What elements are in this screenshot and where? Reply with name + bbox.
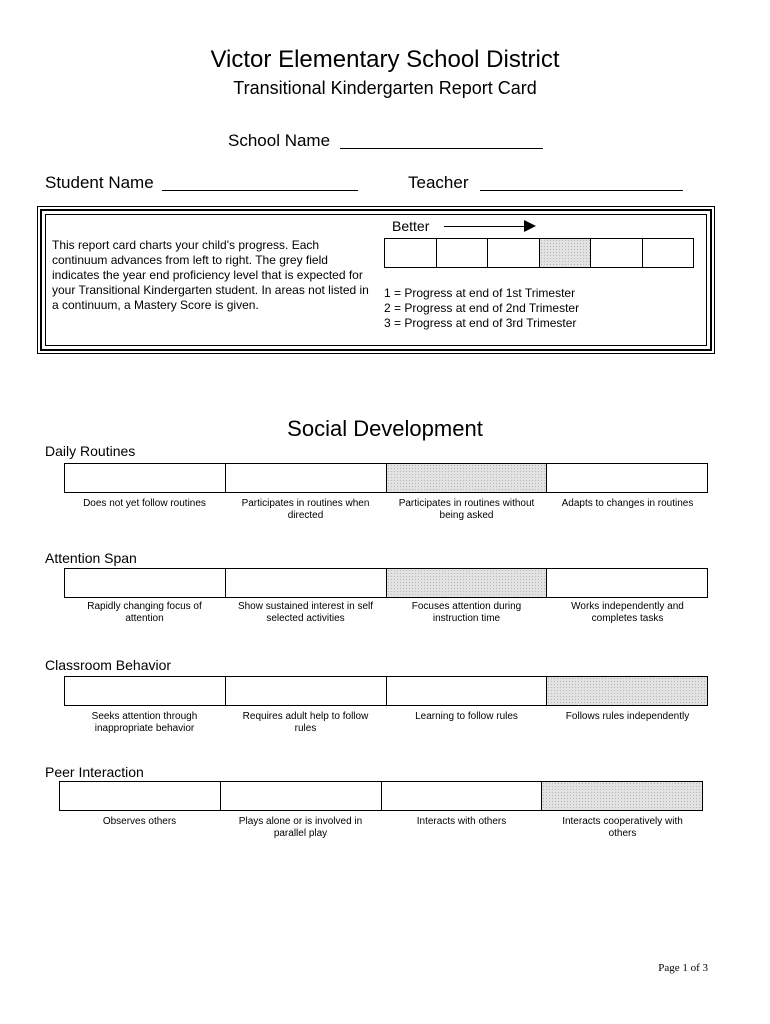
descriptor: Seeks attention through inappropriate behavior — [91, 711, 198, 734]
student-name-field[interactable] — [162, 190, 358, 191]
continuum-cell[interactable] — [60, 782, 221, 810]
legend-cell — [488, 239, 540, 267]
page-number: Page 1 of 3 — [658, 962, 708, 974]
arrow-right-icon — [444, 226, 526, 227]
category-label-attention-span: Attention Span — [45, 550, 137, 566]
continuum-cell-expected[interactable] — [547, 677, 707, 705]
legend-cell — [385, 239, 437, 267]
descriptor: Participates in routines without being asked — [398, 498, 535, 521]
trimester-key — [384, 286, 694, 331]
continuum-cell[interactable] — [547, 464, 707, 492]
continuum-peer-interaction — [59, 781, 703, 811]
continuum-cell[interactable] — [547, 569, 707, 597]
continuum-cell[interactable] — [387, 677, 548, 705]
descriptor: Does not yet follow routines — [83, 498, 206, 509]
continuum-cell-expected[interactable] — [542, 782, 702, 810]
school-name-field[interactable] — [340, 148, 543, 149]
descriptor: Plays alone or is involved in parallel play — [238, 816, 363, 839]
descriptor: Focuses attention during instruction time — [411, 601, 522, 624]
continuum-cell[interactable] — [221, 782, 382, 810]
continuum-cell[interactable] — [65, 464, 226, 492]
descriptor: Interacts with others — [416, 816, 507, 827]
continuum-classroom-behavior — [64, 676, 708, 706]
descriptor: Observes others — [102, 816, 177, 827]
teacher-field[interactable] — [480, 190, 683, 191]
descriptor: Show sustained interest in self selected activities — [237, 601, 374, 624]
continuum-cell[interactable] — [382, 782, 543, 810]
legend-cell-expected — [540, 239, 592, 267]
descriptors-peer-interaction — [59, 816, 703, 840]
descriptor: Rapidly changing focus of attention — [87, 601, 202, 624]
legend-cell — [591, 239, 643, 267]
document-subtitle: Transitional Kindergarten Report Card — [233, 78, 537, 98]
continuum-cell[interactable] — [226, 569, 387, 597]
continuum-cell[interactable] — [65, 677, 226, 705]
descriptor: Works independently and completes tasks — [571, 601, 684, 624]
descriptors-attention-span — [64, 601, 708, 625]
descriptor: Interacts cooperatively with others — [562, 816, 683, 839]
intro-text: This report card charts your child's progress. Each continuum advances from left to right. The grey field indicates the year end proficiency level that is expected for your Transitional Kindergarten student. In areas not listed in a continuum, a Mastery Score is given. — [52, 238, 369, 312]
continuum-cell-expected[interactable] — [387, 464, 548, 492]
descriptors-classroom-behavior — [64, 711, 708, 735]
key-line-3: 3 = Progress at end of 3rd Trimester — [384, 316, 577, 330]
key-line-1: 1 = Progress at end of 1st Trimester — [384, 286, 576, 300]
category-label-classroom-behavior: Classroom Behavior — [45, 657, 172, 673]
descriptor: Requires adult help to follow rules — [242, 711, 369, 734]
better-label: Better — [392, 218, 430, 234]
continuum-cell[interactable] — [226, 464, 387, 492]
descriptors-daily-routines — [64, 498, 708, 522]
descriptor: Adapts to changes in routines — [561, 498, 694, 509]
category-label-peer-interaction: Peer Interaction — [45, 764, 144, 780]
continuum-daily-routines — [64, 463, 708, 493]
arrow-head-icon — [524, 220, 536, 232]
legend-cell — [437, 239, 489, 267]
descriptor: Learning to follow rules — [415, 711, 518, 722]
continuum-cell-expected[interactable] — [387, 569, 548, 597]
descriptor: Follows rules independently — [565, 711, 690, 722]
teacher-label: Teacher — [408, 173, 469, 192]
document-title: Victor Elementary School District — [210, 46, 560, 73]
continuum-cell[interactable] — [226, 677, 387, 705]
key-line-2: 2 = Progress at end of 2nd Trimester — [384, 301, 580, 315]
legend-cell — [643, 239, 694, 267]
continuum-cell[interactable] — [65, 569, 226, 597]
section-title: Social Development — [287, 416, 483, 441]
legend-continuum — [384, 238, 694, 268]
student-name-label: Student Name — [45, 173, 154, 192]
school-name-label: School Name — [228, 131, 331, 150]
descriptor: Participates in routines when directed — [241, 498, 370, 521]
continuum-attention-span — [64, 568, 708, 598]
category-label-daily-routines: Daily Routines — [45, 443, 136, 459]
